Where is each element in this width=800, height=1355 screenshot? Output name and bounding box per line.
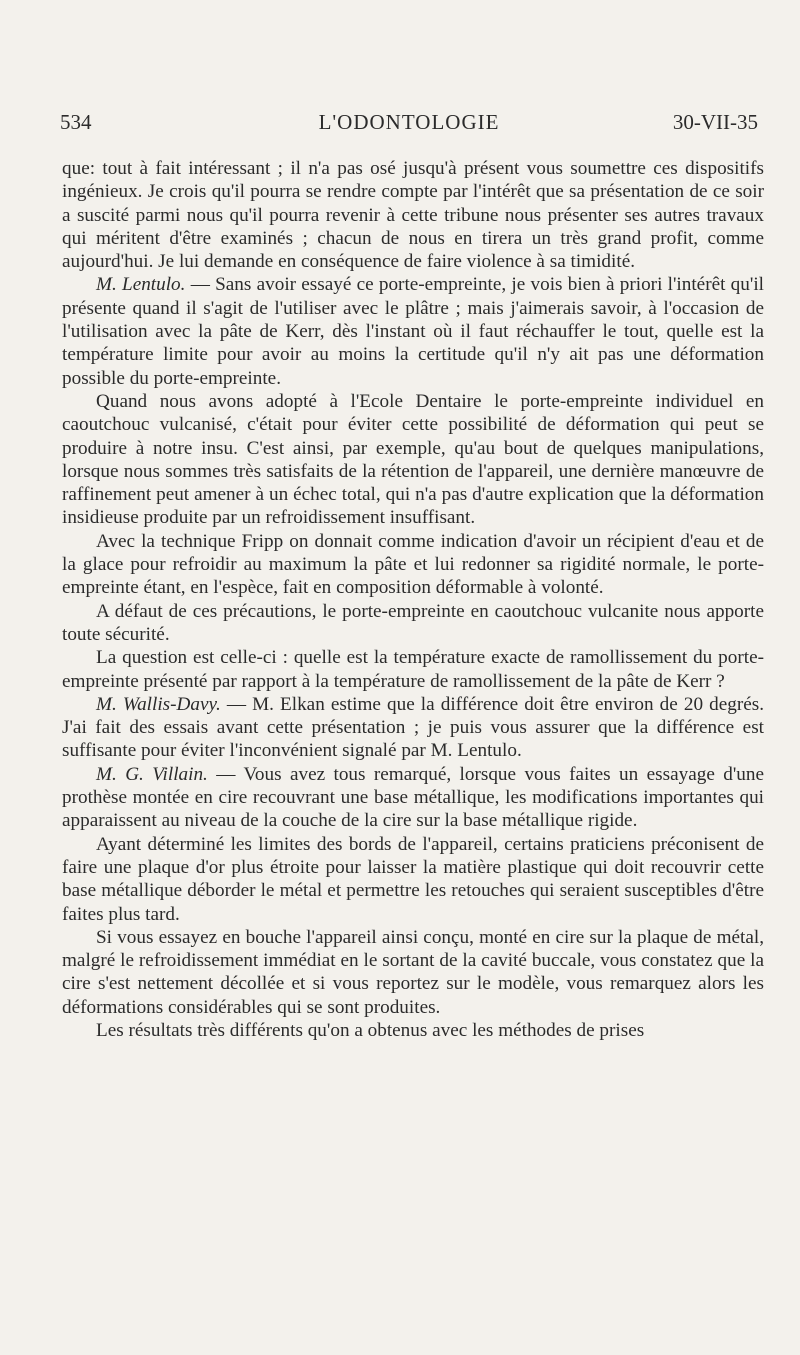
issue-date: 30-VII-35 <box>672 110 758 134</box>
journal-title: L'ODONTOLOGIE <box>318 110 500 134</box>
paragraph-9: Ayant déterminé les limites des bords de l'appareil, certains praticiens préconisent de faire une plaque d'or plus étroite pour laisser la matière plastique qui doit recouvrir cette base métallique déborder le métal et permettre les retouches qui seraient susceptibles d'être faites plus tard. <box>62 833 764 925</box>
paragraph-4: Avec la technique Fripp on donnait comme indication d'avoir un récipient d'eau et de la glace pour refroidir au maximum la pâte et lui redonner sa rigidité normale, le porte-empreinte étant, en l'espèce, fait en composition déformable à volonté. <box>62 530 764 599</box>
running-header <box>60 110 758 140</box>
paragraph-8: M. G. Villain. — Vous avez tous remarqué, lorsque vous faites un essayage d'une prothèse montée en cire recouvrant une base métallique, les modifications importantes qui apparaissent au niveau de la couche de la cire sur la base métallique rigide. <box>62 763 764 832</box>
speaker-name: M. Wallis-Davy. <box>96 693 221 715</box>
paragraph-3: Quand nous avons adopté à l'Ecole Dentaire le porte-empreinte individuel en caoutchouc vulcanisé, c'était pour éviter cette possibilité de déformation qui peut se produire à notre insu. C'est ainsi, par exemple, qu'au bout de quelques manipulations, lorsque nous sommes très satisfaits de la rétention de l'appareil, une dernière manœuvre de raffinement peut amener à un échec total, qui n'a pas d'autre explication que la déformation insidieuse produite par un refroidissement insuffisant. <box>62 390 764 529</box>
page-body <box>62 157 764 1042</box>
paragraph-11: Les résultats très différents qu'on a obtenus avec les méthodes de prises <box>96 1019 645 1041</box>
speaker-name: M. G. Villain. <box>96 763 208 785</box>
speaker-name: M. Lentulo. <box>96 274 186 296</box>
paragraph-10: Si vous essayez en bouche l'appareil ainsi conçu, monté en cire sur la plaque de métal, malgré le refroidissement immédiat en le sortant de la cavité buccale, vous constatez que la cire s'est nettement décollée et si vous reportez sur le modèle, vous remarquez alors les déformations considérables qui se sont produites. <box>62 926 764 1018</box>
paragraph-5: A défaut de ces précautions, le porte-empreinte en caoutchouc vulcanite nous apporte toute sécurité. <box>62 600 764 645</box>
paragraph-6: La question est celle-ci : quelle est la température exacte de ramollissement du porte-empreinte présenté par rapport à la température de ramollissement de la pâte de Kerr ? <box>62 647 764 692</box>
page-number: 534 <box>60 110 92 134</box>
paragraph-1: que: tout à fait intéressant ; il n'a pas osé jusqu'à présent vous soumettre ces dispositifs ingénieux. Je crois qu'il pourra se rendre compte par l'intérêt que sa présentation de ce soir a suscité parmi nous qu'il pourra revenir à cette tribune nous présenter ses autres travaux qui méritent d'être examinés ; chacun de nous en tirera un très grand profit, comme aujourd'hui. Je lui demande en conséquence de faire violence à sa timidité. <box>62 158 764 273</box>
paragraph-2: M. Lentulo. — Sans avoir essayé ce porte-empreinte, je vois bien à priori l'intérêt qu'il présente quand il s'agit de l'utiliser avec le plâtre ; mais j'aimerais savoir, à l'occasion de l'utilisation avec la pâte de Kerr, dès l'instant où il faut réchauffer le tout, quelle est la température limite pour avoir au moins la certitude qu'il n'y ait pas une déformation possible du porte-empreinte. <box>62 274 764 389</box>
paragraph-7: M. Wallis-Davy. — M. Elkan estime que la différence doit être environ de 20 degrés. J'ai fait des essais avant cette présentation ; je puis vous assurer que la différence est suffisante pour éviter l'inconvénient signalé par M. Lentulo. <box>62 693 764 762</box>
